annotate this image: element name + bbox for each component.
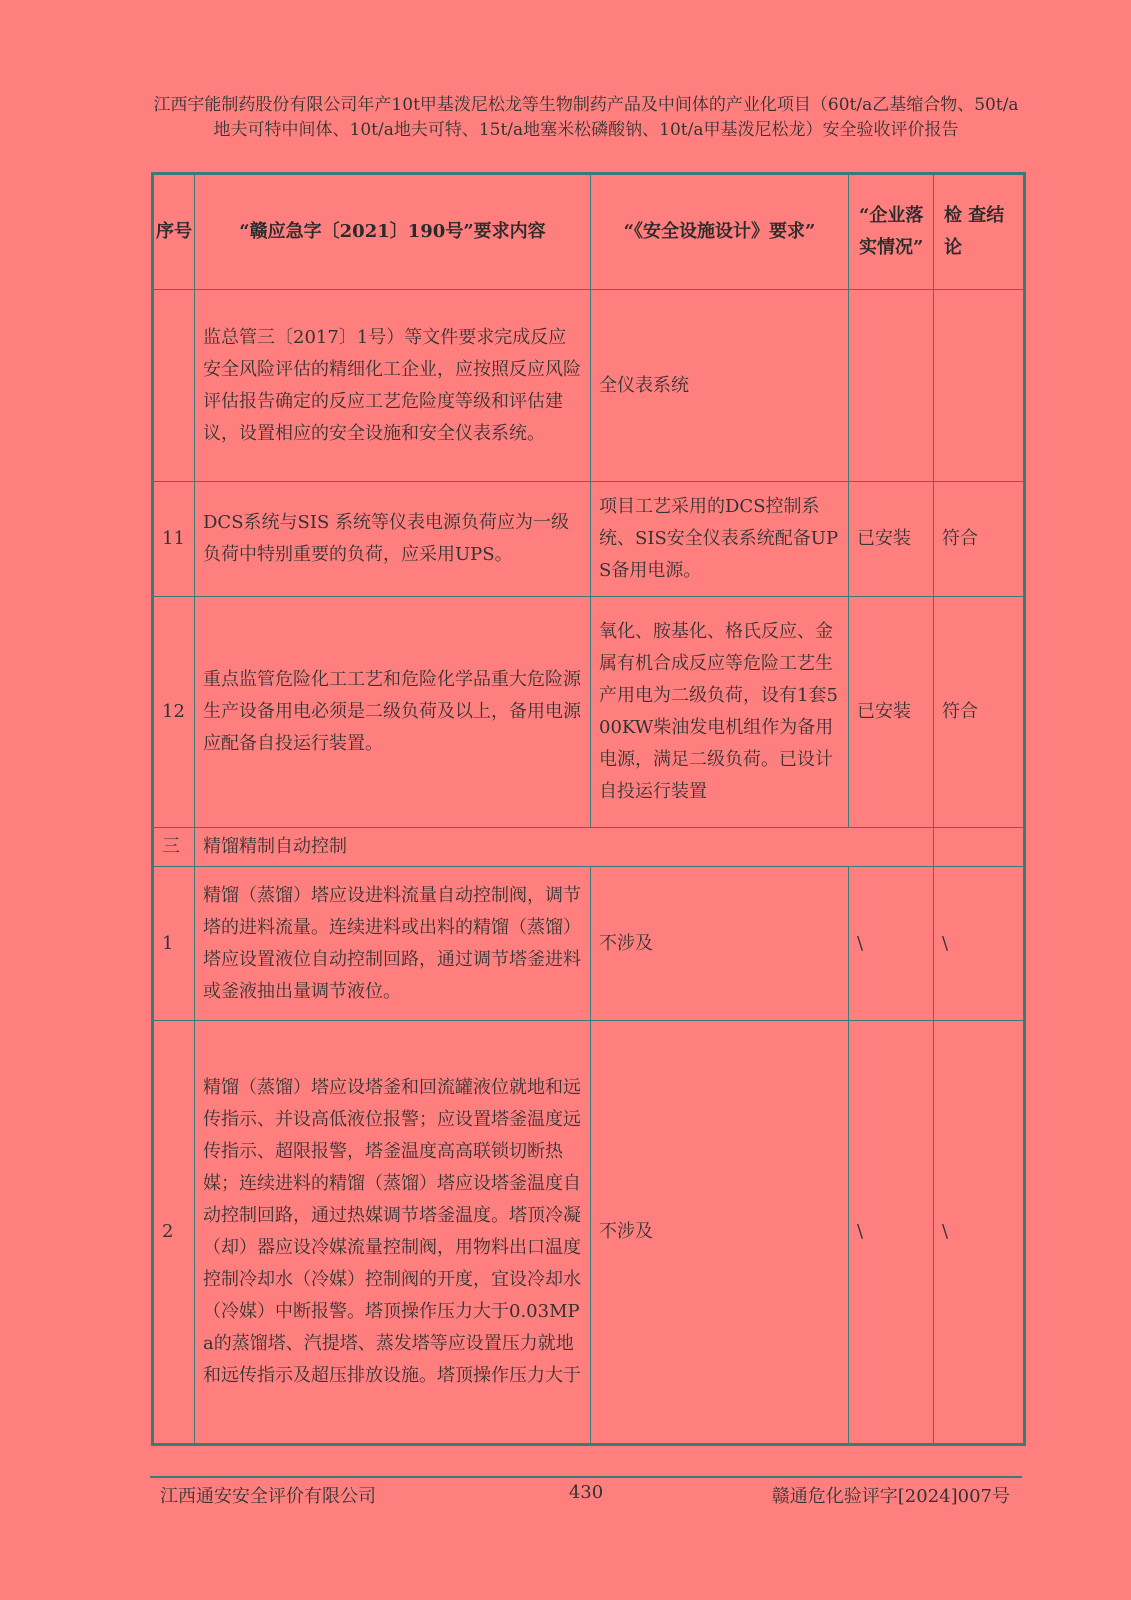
section-title: 精馏精制自动控制 xyxy=(195,828,934,867)
row-requirement: 重点监管危险化工工艺和危险化学品重大危险源生产设备用电必须是二级负荷及以上，备用电源应配备自投运行装置。 xyxy=(195,597,591,828)
row-design: 氧化、胺基化、格氏反应、金属有机合成反应等危险工艺生产用电为二级负荷，设有1套500KW柴油发电机组作为备用电源，满足二级负荷。已设计自投运行装置 xyxy=(591,597,849,828)
row-requirement: DCS系统与SIS 系统等仪表电源负荷应为一级负荷中特别重要的负荷，应采用UPS。 xyxy=(195,482,591,597)
row-enterprise: \ xyxy=(849,1021,934,1445)
footer-company: 江西通安安全评价有限公司 xyxy=(160,1486,376,1507)
row-number: 12 xyxy=(153,597,195,828)
row-enterprise: 已安装 xyxy=(849,482,934,597)
row-number: 1 xyxy=(153,867,195,1021)
page-footer xyxy=(150,1476,1022,1508)
col-header-no: 序号 xyxy=(153,174,195,290)
row-conclusion: 符合 xyxy=(934,597,1025,828)
col-header-enterprise: “企业落实情况” xyxy=(849,174,934,290)
footer-doc-number: 赣通危化验评字[2024]007号 xyxy=(771,1486,1010,1507)
row-conclusion: \ xyxy=(934,867,1025,1021)
col-header-conclusion: 检 查结论 xyxy=(934,174,1025,290)
footer-page-number: 430 xyxy=(568,1482,604,1503)
table-row xyxy=(153,290,1025,482)
row-conclusion xyxy=(934,290,1025,482)
table-row xyxy=(153,482,1025,597)
row-number xyxy=(153,290,195,482)
table-header-row xyxy=(153,174,1025,290)
section-row xyxy=(153,828,1025,867)
section-empty xyxy=(934,828,1025,867)
row-enterprise: 已安装 xyxy=(849,597,934,828)
row-design: 不涉及 xyxy=(591,867,849,1021)
inspection-table xyxy=(151,172,1026,1446)
row-requirement: 精馏（蒸馏）塔应设进料流量自动控制阀，调节塔的进料流量。连续进料或出料的精馏（蒸馏）塔应设置液位自动控制回路，通过调节塔釜进料或釜液抽出量调节液位。 xyxy=(195,867,591,1021)
page-header xyxy=(150,93,1022,143)
row-design: 全仪表系统 xyxy=(591,290,849,482)
row-enterprise: \ xyxy=(849,867,934,1021)
col-header-requirement: “赣应急字〔2021〕190号”要求内容 xyxy=(195,174,591,290)
row-conclusion: 符合 xyxy=(934,482,1025,597)
row-requirement: 监总管三〔2017〕1号）等文件要求完成反应安全风险评估的精细化工企业，应按照反应风险评估报告确定的反应工艺危险度等级和评估建议，设置相应的安全设施和安全仪表系统。 xyxy=(195,290,591,482)
row-conclusion: \ xyxy=(934,1021,1025,1445)
row-design: 项目工艺采用的DCS控制系统、SIS安全仪表系统配备UPS备用电源。 xyxy=(591,482,849,597)
table-row xyxy=(153,1021,1025,1445)
table-row xyxy=(153,597,1025,828)
table-row xyxy=(153,867,1025,1021)
report-title: 江西宇能制药股份有限公司年产10t甲基泼尼松龙等生物制药产品及中间体的产业化项目（60t/a乙基缩合物、50t/a地夫可特中间体、10t/a地夫可特、15t/a地塞米松磷酸钠、10t/a甲基泼尼松龙）安全验收评价报告 xyxy=(153,95,1019,140)
row-requirement: 精馏（蒸馏）塔应设塔釜和回流罐液位就地和远传指示、并设高低液位报警；应设置塔釜温度远传指示、超限报警，塔釜温度高高联锁切断热媒；连续进料的精馏（蒸馏）塔应设塔釜温度自动控制回路，通过热媒调节塔釜温度。塔顶冷凝（却）器应设冷媒流量控制阀，用物料出口温度控制冷却水（冷媒）控制阀的开度，宜设冷却水（冷媒）中断报警。塔顶操作压力大于0.03MPa的蒸馏塔、汽提塔、蒸发塔等应设置压力就地和远传指示及超压排放设施。塔顶操作压力大于 xyxy=(195,1021,591,1445)
row-number: 2 xyxy=(153,1021,195,1445)
row-design: 不涉及 xyxy=(591,1021,849,1445)
row-enterprise xyxy=(849,290,934,482)
row-number: 11 xyxy=(153,482,195,597)
col-header-design: “《安全设施设计》要求” xyxy=(591,174,849,290)
section-number: 三 xyxy=(153,828,195,867)
